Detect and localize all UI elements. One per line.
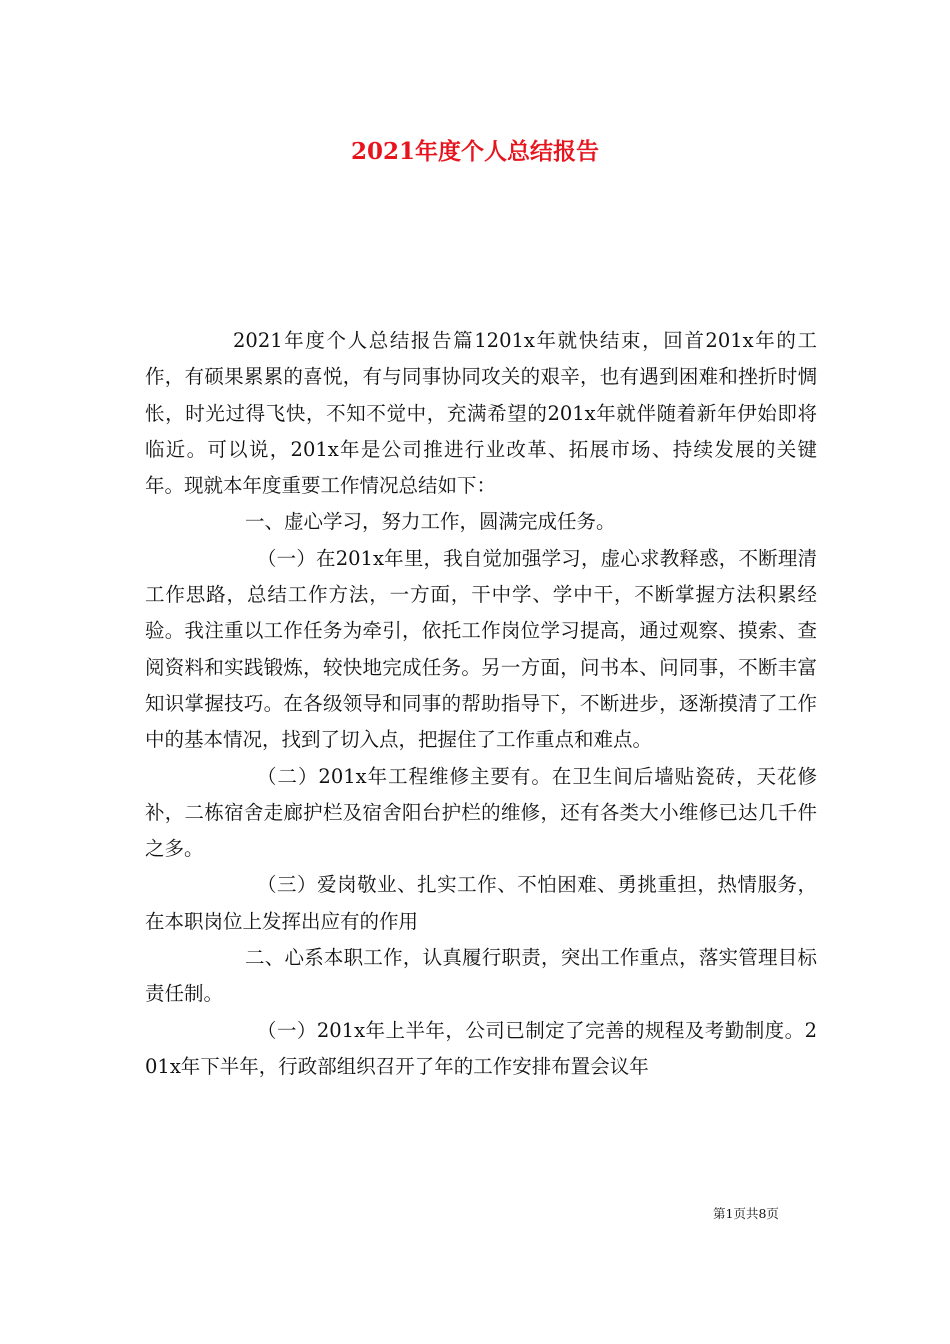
paragraph-section-1-1: （一）在201x年里，我自觉加强学习，虚心求教释惑，不断理清工作思路，总结工作方法，一方面，干中学、学中干，不断掌握方法积累经验。我注重以工作任务为牵引，依托工作岗位学习提高，通过观察、摸索、查阅资料和实践锻炼，较快地完成任务。另一方面，问书本、问同事，不断丰富知识掌握技巧。在各级领导和同事的帮助指导下，不断进步，逐渐摸清了工作中的基本情况，找到了切入点，把握住了工作重点和难点。 — [145, 546, 817, 752]
paragraph-section-1-2: （二）201x年工程维修主要有。在卫生间后墙贴瓷砖，天花修补，二栋宿舍走廊护栏及宿舍阳台护栏的维修，还有各类大小维修已达几千件之多。 — [145, 764, 817, 861]
paragraph-heading-2: 二、心系本职工作，认真履行职责，突出工作重点，落实管理目标责任制。 — [145, 946, 817, 1006]
page-number: 第1页共8页 — [713, 1206, 779, 1221]
paragraph-intro: 2021年度个人总结报告篇1201x年就快结束，回首201x年的工作，有硕果累累的喜悦，有与同事协同攻关的艰辛，也有遇到困难和挫折时惆怅，时光过得飞快，不知不觉中，充满希望的201x年就伴随着新年伊始即将临近。可以说，201x年是公司推进行业改革、拓展市场、持续发展的关键年。现就本年度重要工作情况总结如下： — [145, 329, 817, 498]
paragraph-section-2-1: （一）201x年上半年，公司已制定了完善的规程及考勤制度。201x年下半年，行政部组织召开了年的工作安排布置会议年 — [145, 1018, 817, 1078]
paragraph-section-1-3: （三）爱岗敬业、扎实工作、不怕困难、勇挑重担，热情服务，在本职岗位上发挥出应有的作用 — [145, 873, 817, 933]
paragraph-heading-1: 一、虚心学习，努力工作，圆满完成任务。 — [245, 510, 616, 534]
document-title: 2021年度个人总结报告 — [350, 138, 599, 165]
document-body — [145, 323, 817, 1085]
